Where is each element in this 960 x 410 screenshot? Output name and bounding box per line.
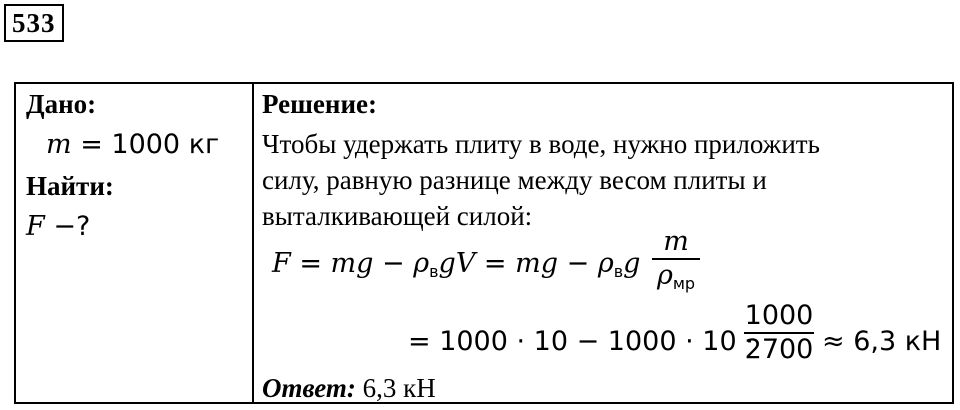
solution-text-line-2: силу, равную разнице между весом плиты и [262,165,767,195]
solution-text-line-1: Чтобы удержать плиту в воде, нужно приложить [262,129,820,159]
find-target [26,210,90,243]
force-formula: F = mg − $\rho_вgV$ = mg − $\rho_вg$ [272,248,641,281]
solution-table [14,82,954,404]
calculation-left: = 1000 · 10 − 1000 · 10 · [408,326,754,357]
problem-number: 533 [4,4,64,42]
given-mass [46,128,219,161]
solution-text-line-3: выталкивающей силой: [262,201,533,231]
mass-over-density-fraction: m $\rho_{мр}$ [652,226,700,300]
column-divider [252,84,254,402]
solution-heading: Решение: [262,89,377,119]
force-variable: F [26,211,45,242]
density-ratio-fraction: 1000 2700 [744,300,814,365]
given-heading: Дано: [26,89,97,119]
answer-label: Ответ: [262,373,356,403]
mass-value: = 1000 кг [71,129,220,160]
mass-variable: m [46,129,72,160]
answer-value: 6,3 кН [355,373,436,403]
find-heading: Найти: [26,171,114,201]
find-question: −? [44,211,91,242]
calculation-result: ≈ 6,3 кН [822,326,942,357]
answer [262,372,436,404]
